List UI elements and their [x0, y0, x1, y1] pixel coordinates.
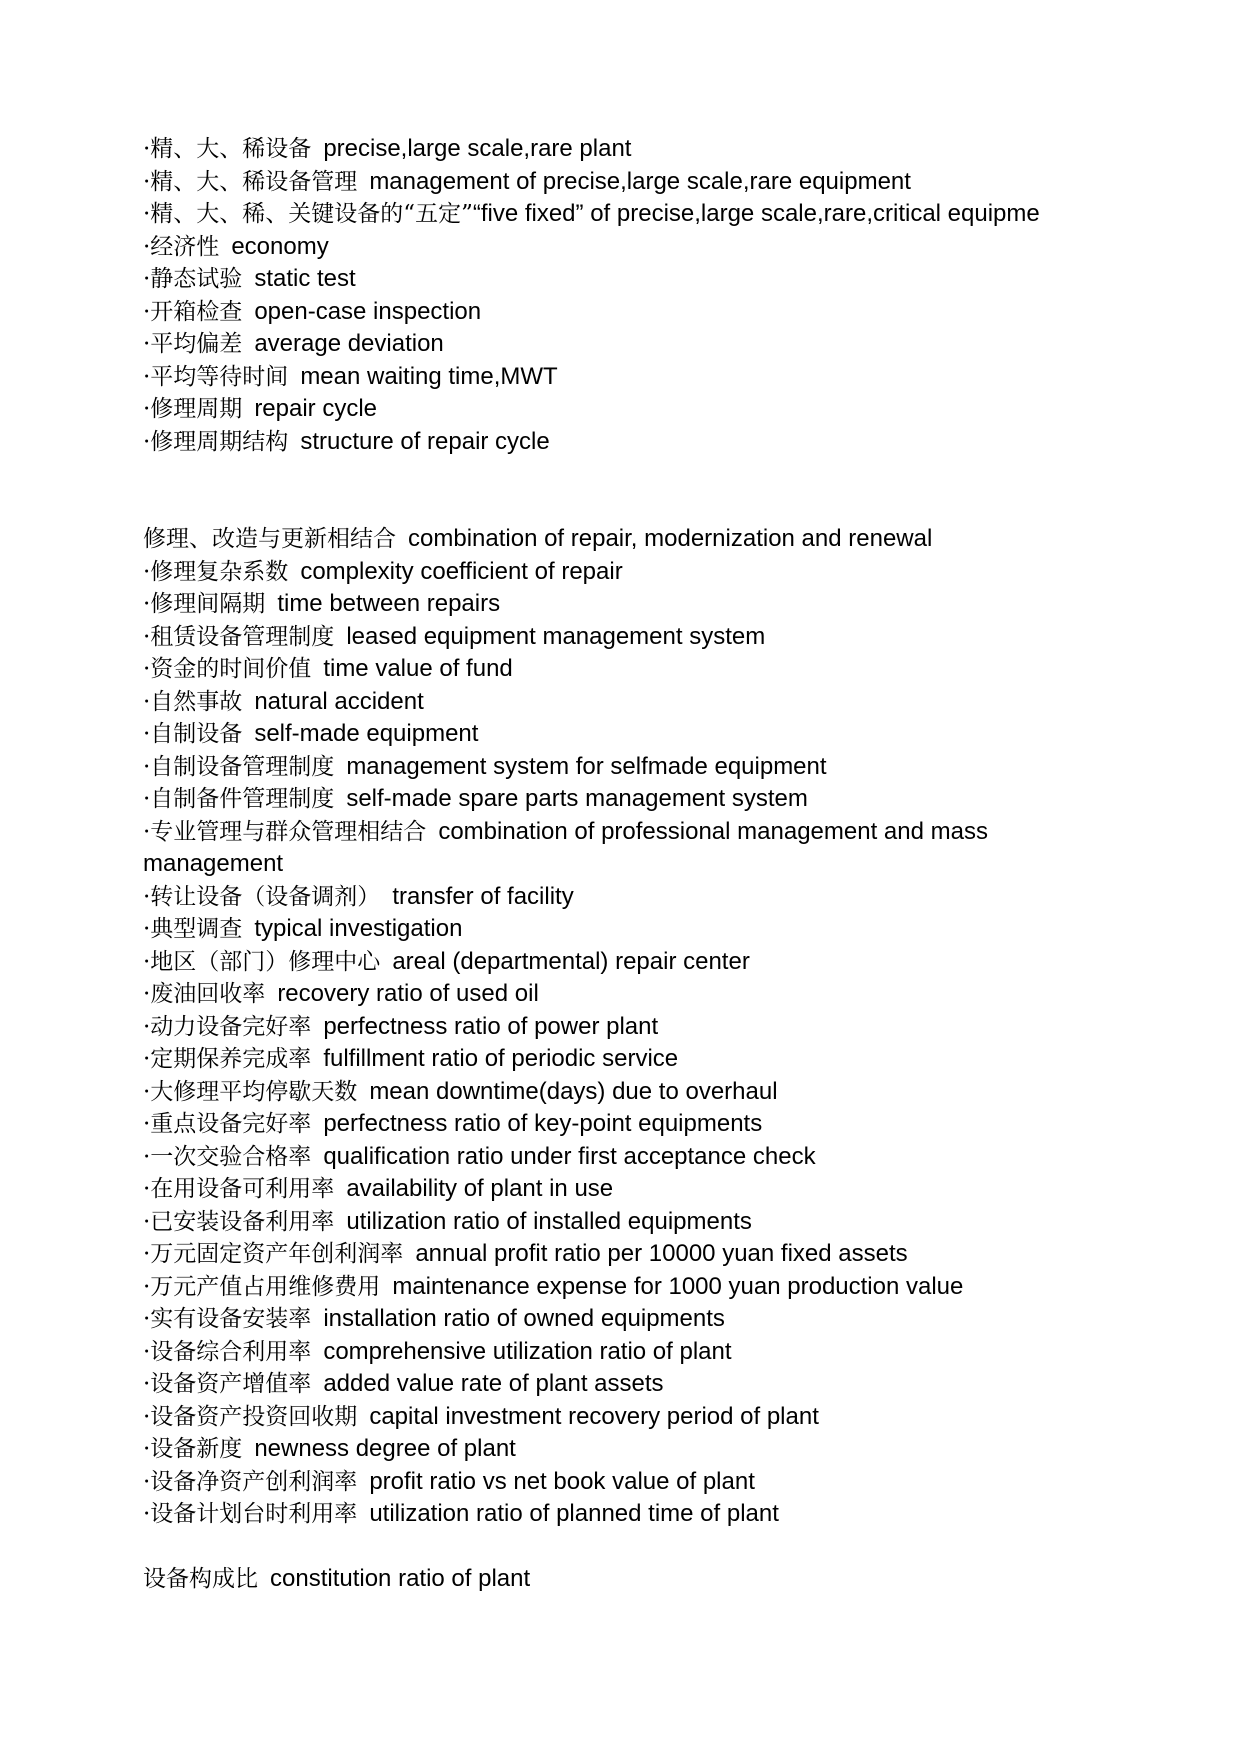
term-english: recovery ratio of used oil	[277, 980, 539, 1007]
term-chinese: ·租赁设备管理制度	[143, 623, 335, 650]
glossary-entry	[143, 1271, 1083, 1304]
term-chinese: ·设备新度	[143, 1436, 243, 1462]
term-english: complexity coefficient of repair	[300, 557, 623, 585]
glossary-content	[143, 133, 1083, 1596]
term-chinese: ·自制设备	[143, 721, 243, 747]
glossary-entry	[143, 1173, 1083, 1206]
glossary-entry	[143, 751, 1083, 784]
section-spacer	[143, 458, 1083, 523]
term-english: transfer of facility	[392, 882, 574, 910]
term-english: average deviation	[254, 330, 444, 357]
term-chinese: ·设备资产增值率	[143, 1371, 312, 1397]
term-chinese: ·资金的时间价值	[143, 656, 312, 682]
glossary-entry	[143, 263, 1083, 296]
glossary-entry	[143, 1076, 1083, 1109]
term-english: profit ratio vs net book value of plant	[369, 1467, 755, 1495]
term-english: typical investigation	[254, 915, 463, 942]
glossary-entry	[143, 1011, 1083, 1044]
glossary-entry	[143, 1206, 1083, 1239]
term-chinese: ·典型调查	[143, 916, 243, 942]
term-chinese: ·设备资产投资回收期	[143, 1403, 358, 1430]
glossary-entry	[143, 1368, 1083, 1401]
glossary-entry	[143, 653, 1083, 686]
glossary-entry	[143, 1043, 1083, 1076]
term-english: installation ratio of owned equipments	[323, 1305, 725, 1332]
term-english: qualification ratio under first acceptance check	[323, 1142, 816, 1170]
term-chinese: ·在用设备可利用率	[143, 1176, 335, 1202]
glossary-entry	[143, 328, 1083, 361]
term-chinese: ·转让设备（设备调剂）	[143, 883, 381, 910]
glossary-entry	[143, 718, 1083, 751]
term-chinese: ·修理复杂系数	[143, 558, 289, 585]
glossary-entry	[143, 556, 1083, 589]
glossary-entry	[143, 1498, 1083, 1531]
glossary-entry	[143, 621, 1083, 654]
term-english: perfectness ratio of power plant	[323, 1012, 659, 1040]
term-chinese: ·修理间隔期	[143, 591, 266, 617]
term-chinese: ·修理周期结构	[143, 428, 289, 455]
term-chinese: ·一次交验合格率	[143, 1143, 312, 1170]
term-chinese: ·定期保养完成率	[143, 1046, 312, 1072]
term-english: time value of fund	[323, 655, 513, 682]
glossary-entry	[143, 913, 1083, 946]
section-spacer	[143, 1531, 1083, 1564]
term-chinese: ·精、大、稀设备管理	[143, 168, 358, 195]
term-chinese: ·专业管理与群众管理相结合	[143, 818, 427, 845]
term-english: combination of professional management and mass management	[143, 817, 988, 877]
term-chinese: ·万元固定资产年创利润率	[143, 1241, 404, 1267]
term-english: maintenance expense for 1000 yuan production value	[392, 1272, 964, 1300]
term-chinese: ·动力设备完好率	[143, 1013, 312, 1040]
term-english: constitution ratio of plant	[270, 1565, 531, 1592]
term-english: mean downtime(days) due to overhaul	[369, 1077, 778, 1105]
term-chinese: 修理、改造与更新相结合	[143, 526, 396, 552]
glossary-entry	[143, 1401, 1083, 1434]
term-chinese: ·实有设备安装率	[143, 1306, 312, 1332]
term-english: open-case inspection	[254, 297, 482, 325]
term-chinese: ·平均偏差	[143, 331, 243, 357]
term-chinese: ·已安装设备利用率	[143, 1208, 335, 1235]
term-chinese: ·设备计划台时利用率	[143, 1501, 358, 1527]
term-chinese: ·精、大、稀设备	[143, 136, 312, 162]
term-english: economy	[231, 232, 329, 260]
glossary-entry	[143, 686, 1083, 719]
term-chinese: ·重点设备完好率	[143, 1111, 312, 1137]
term-english: precise,large scale,rare plant	[323, 135, 632, 162]
glossary-entry	[143, 588, 1083, 621]
term-english: added value rate of plant assets	[323, 1370, 664, 1397]
term-chinese: ·静态试验	[143, 266, 243, 292]
glossary-entry	[143, 523, 1083, 556]
term-chinese: ·自然事故	[143, 688, 243, 715]
glossary-entry	[143, 426, 1083, 459]
glossary-entry	[143, 946, 1083, 979]
term-english: repair cycle	[254, 395, 378, 422]
term-english: self-made equipment	[254, 720, 479, 747]
glossary-entry	[143, 881, 1083, 914]
term-english: mean waiting time,MWT	[300, 362, 558, 390]
term-chinese: 设备构成比	[143, 1566, 258, 1592]
term-chinese: ·万元产值占用维修费用	[143, 1273, 381, 1300]
term-english: annual profit ratio per 10000 yuan fixed assets	[415, 1240, 908, 1267]
term-english: fulfillment ratio of periodic service	[323, 1045, 679, 1072]
glossary-entry	[143, 166, 1083, 199]
term-english: structure of repair cycle	[300, 427, 550, 455]
glossary-entry	[143, 133, 1083, 166]
term-chinese: ·修理周期	[143, 396, 243, 422]
glossary-section-2	[143, 523, 1083, 1531]
term-chinese: ·设备综合利用率	[143, 1338, 312, 1365]
glossary-section-1	[143, 133, 1083, 458]
term-english: static test	[254, 265, 356, 292]
term-english: management of precise,large scale,rare equipment	[369, 167, 911, 195]
term-english: utilization ratio of installed equipments	[346, 1207, 752, 1235]
term-english: newness degree of plant	[254, 1435, 516, 1462]
glossary-entry	[143, 978, 1083, 1011]
term-chinese: ·废油回收率	[143, 981, 266, 1007]
glossary-entry	[143, 296, 1083, 329]
glossary-entry	[143, 1466, 1083, 1499]
term-chinese: ·精、大、稀、关键设备的“五定”	[143, 201, 473, 227]
term-english: combination of repair, modernization and renewal	[408, 525, 933, 552]
glossary-entry	[143, 1563, 1083, 1596]
glossary-entry	[143, 1336, 1083, 1369]
term-english: self-made spare parts management system	[346, 785, 808, 812]
term-chinese: ·设备净资产创利润率	[143, 1468, 358, 1495]
term-chinese: ·开箱检查	[143, 298, 243, 325]
term-english: management system for selfmade equipment	[346, 752, 827, 780]
term-english: capital investment recovery period of plant	[369, 1402, 819, 1430]
term-english: natural accident	[254, 687, 424, 715]
glossary-entry	[143, 1238, 1083, 1271]
glossary-entry	[143, 393, 1083, 426]
term-chinese: ·大修理平均停歇天数	[143, 1078, 358, 1105]
glossary-entry	[143, 1108, 1083, 1141]
term-chinese: ·地区（部门）修理中心	[143, 948, 381, 975]
term-chinese: ·自制备件管理制度	[143, 786, 335, 812]
glossary-entry	[143, 1141, 1083, 1174]
glossary-entry	[143, 816, 1083, 881]
glossary-entry	[143, 361, 1083, 394]
term-chinese: ·自制设备管理制度	[143, 753, 335, 780]
term-english: time between repairs	[277, 590, 501, 617]
term-chinese: ·平均等待时间	[143, 363, 289, 390]
term-english: comprehensive utilization ratio of plant	[323, 1337, 732, 1365]
term-english: utilization ratio of planned time of plant	[369, 1500, 779, 1527]
glossary-entry	[143, 1303, 1083, 1336]
term-chinese: ·经济性	[143, 233, 220, 260]
glossary-entry	[143, 198, 1083, 231]
term-english: areal (departmental) repair center	[392, 947, 750, 975]
glossary-section-3	[143, 1563, 1083, 1596]
term-english: perfectness ratio of key-point equipments	[323, 1110, 763, 1137]
glossary-entry	[143, 1433, 1083, 1466]
glossary-entry	[143, 783, 1083, 816]
glossary-entry	[143, 231, 1083, 264]
term-english: leased equipment management system	[346, 622, 766, 650]
term-english: availability of plant in use	[346, 1175, 614, 1202]
term-english: “five fixed” of precise,large scale,rare,critical equipme	[472, 200, 1040, 227]
